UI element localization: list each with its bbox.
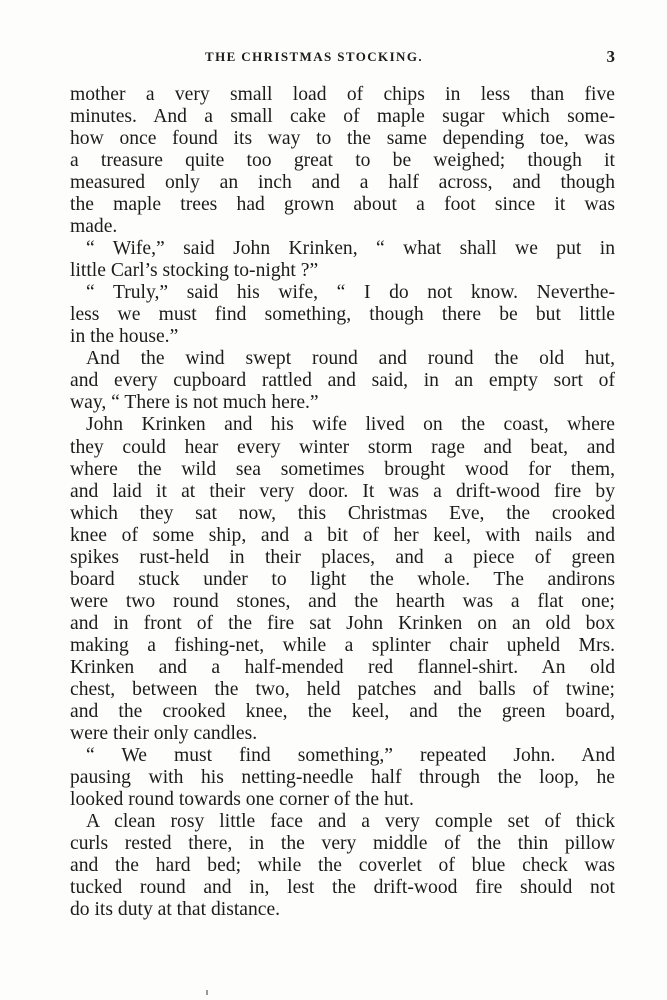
text-line: “ Wife,” said John Krinken, “ what shall we put in <box>86 238 615 260</box>
text-line: curls rested there, in the very middle of the thin pillow <box>70 833 615 855</box>
text-line: And the wind swept round and round the old hut, <box>86 348 615 370</box>
text-line: and the crooked knee, the keel, and the green board, <box>70 700 615 722</box>
text-line: were two round stones, and the hearth was a flat one; <box>70 590 615 612</box>
text-line: a treasure quite too great to be weighed; though it <box>70 150 615 172</box>
text-line: less we must find something, though there be but little <box>70 304 615 326</box>
text-line: way, “ There is not much here.” <box>70 392 319 414</box>
text-line: and laid it at their very door. It was a drift-wood fire by <box>70 480 615 502</box>
text-line: knee of some ship, and a bit of her keel, with nails and <box>70 524 615 546</box>
text-line: pausing with his netting-needle half through the loop, he <box>70 766 615 788</box>
text-line: board stuck under to light the whole. The andirons <box>70 568 615 590</box>
text-line: looked round towards one corner of the hut. <box>70 789 414 810</box>
text-line: tucked round and in, lest the drift-wood fire should not <box>70 877 615 899</box>
text-line: making a fishing-net, while a splinter chair upheld Mrs. <box>70 634 615 656</box>
text-line: spikes rust-held in their places, and a piece of green <box>70 546 615 568</box>
page-number: 3 <box>606 47 615 66</box>
text-line: and every cupboard rattled and said, in an empty sort of <box>70 370 615 392</box>
text-line: made. <box>70 216 118 238</box>
text-line: “ We must find something,” repeated John. And <box>86 744 615 766</box>
ink-speck <box>206 990 208 995</box>
text-line: Krinken and a half-mended red flannel-shirt. An old <box>70 656 615 678</box>
text-line: little Carl’s stocking to-night ?” <box>70 260 319 282</box>
text-line: chest, between the two, held patches and balls of twine; <box>70 678 615 700</box>
text-line: were their only candles. <box>70 722 258 744</box>
text-line: measured only an inch and a half across, and though <box>70 172 615 194</box>
text-line: and in front of the fire sat John Krinken on an old box <box>70 612 615 634</box>
text-line: the maple trees had grown about a foot since it was <box>70 194 615 216</box>
text-line: and the hard bed; while the coverlet of blue check was <box>70 855 615 877</box>
text-line: they could hear every winter storm rage and beat, and <box>70 436 615 458</box>
text-line: A clean rosy little face and a very comple set of thick <box>86 811 615 833</box>
text-line: how once found its way to the same depending toe, was <box>70 128 615 150</box>
running-head <box>70 49 615 71</box>
running-title: THE CHRISTMAS STOCKING. <box>205 49 423 64</box>
text-line: mother a very small load of chips in less than five <box>70 84 615 105</box>
text-line: John Krinken and his wife lived on the coast, where <box>86 414 615 436</box>
text-line: minutes. And a small cake of maple sugar which some- <box>70 106 615 128</box>
text-line: where the wild sea sometimes brought wood for them, <box>70 458 615 480</box>
text-line: in the house.” <box>70 326 179 348</box>
text-line: “ Truly,” said his wife, “ I do not know. Neverthe- <box>86 282 615 304</box>
text-line: which they sat now, this Christmas Eve, the crooked <box>70 502 615 524</box>
text-line: do its duty at that distance. <box>70 899 281 921</box>
body-text <box>70 84 615 921</box>
